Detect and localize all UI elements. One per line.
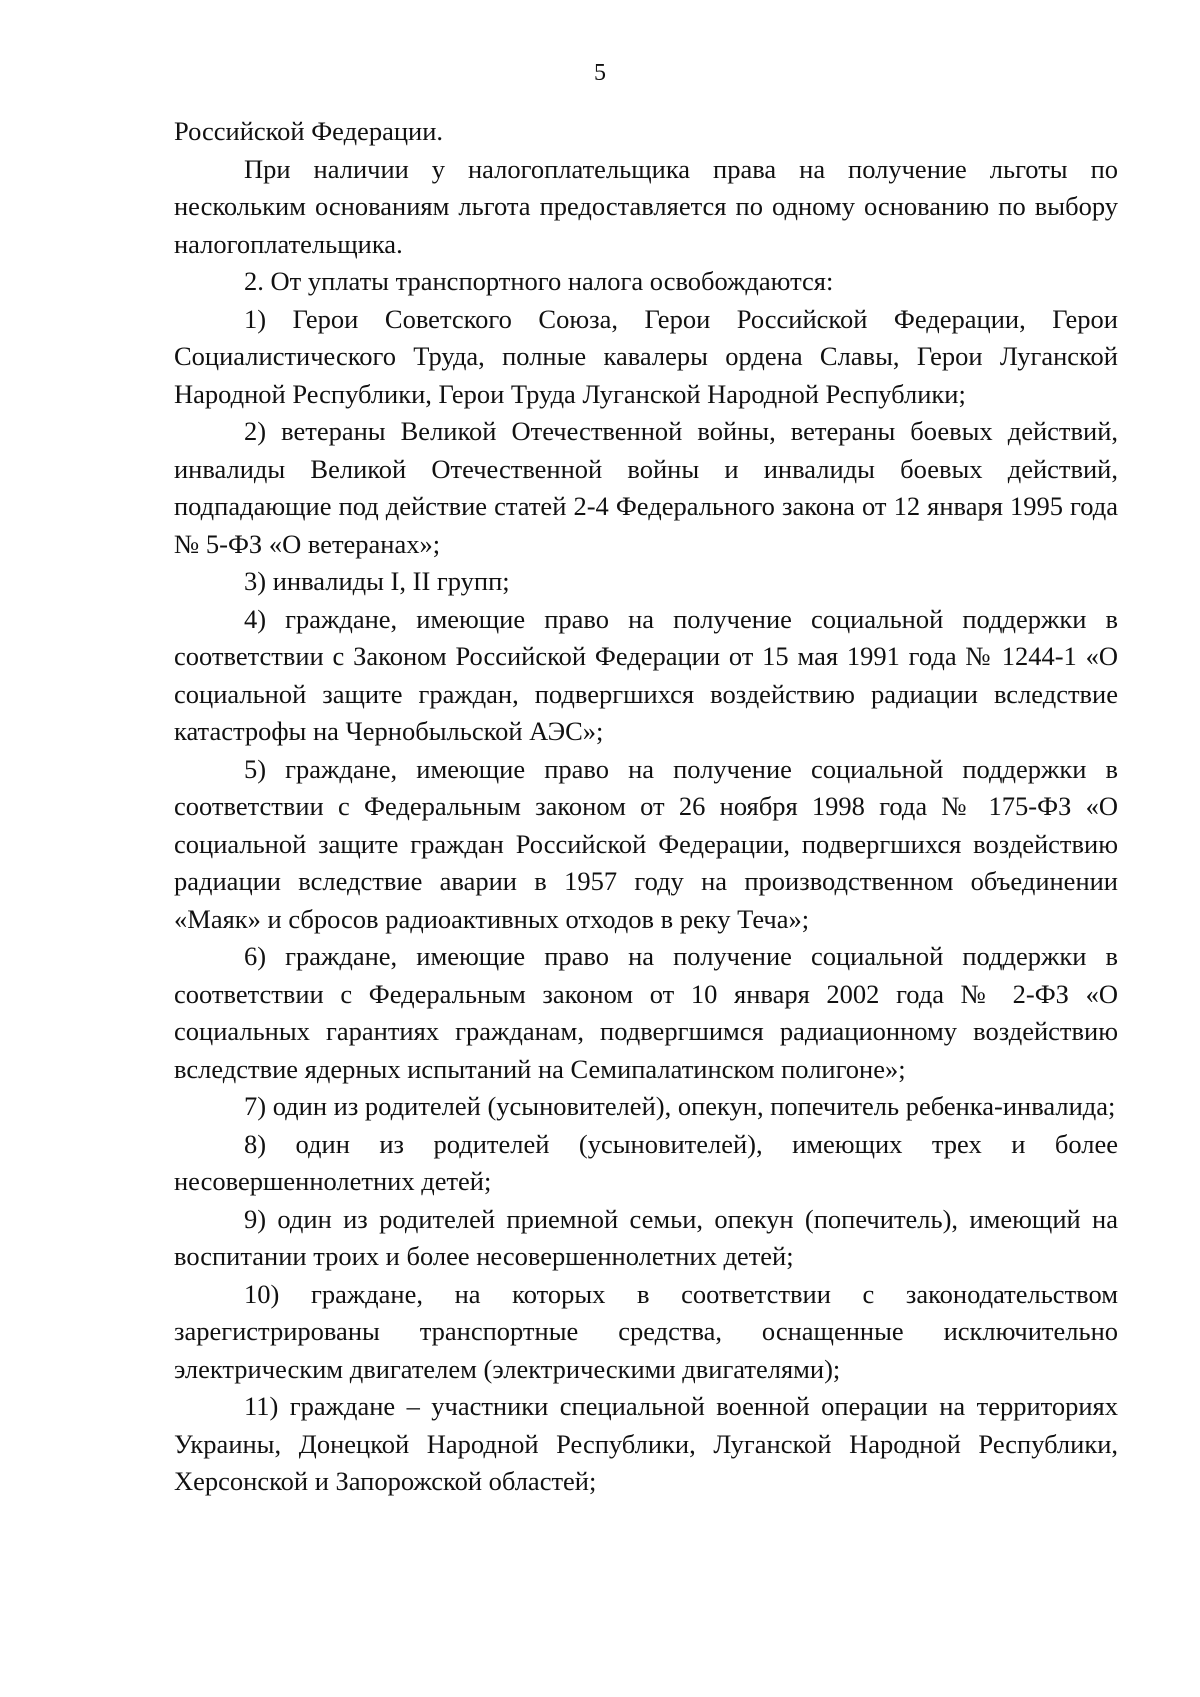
document-body <box>174 113 1118 1501</box>
list-item-5: 5) граждане, имеющие право на получение социальной поддержки в соответствии с Федеральным законом от 26 ноября 1998 года № 175-ФЗ «О социальной защите граждан Российской Федерации, подвергшихся воздействию радиации вследствие аварии в 1957 году на производственном объединении «Маяк» и сбросов радиоактивных отходов в реку Теча»; <box>174 753 1118 934</box>
list-item-11: 11) граждане – участники специальной военной операции на территориях Украины, Донецкой Народной Республики, Луганской Народной Республики, Херсонской и Запорожской областей; <box>174 1391 1118 1496</box>
list-item-1: 1) Герои Советского Союза, Герои Российской Федерации, Герои Социалистического Труда, полные кавалеры ордена Славы, Герои Луганской Народной Республики, Герои Труда Луганской Народной Республики; <box>174 303 1118 409</box>
paragraph-multiple-grounds: При наличии у налогоплательщика права на получение льготы по нескольким основаниям льгота предоставляется по одному основанию по выбору налогоплательщика. <box>174 153 1118 259</box>
list-item-7: 7) один из родителей (усыновителей), опекун, попечитель ребенка-инвалида; <box>244 1091 1116 1121</box>
list-item-9: 9) один из родителей приемной семьи, опекун (попечитель), имеющий на воспитании троих и более несовершеннолетних детей; <box>174 1203 1118 1271</box>
page-number: 5 <box>594 60 606 86</box>
list-item-10: 10) граждане, на которых в соответствии с законодательством зарегистрированы транспортные средства, оснащенные исключительно электрическим двигателем (электрическими двигателями); <box>174 1278 1118 1384</box>
list-item-8: 8) один из родителей (усыновителей), имеющих трех и более несовершеннолетних детей; <box>174 1128 1118 1196</box>
paragraph-exemption-heading: 2. От уплаты транспортного налога освобождаются: <box>244 266 834 296</box>
paragraph-continuation: Российской Федерации. <box>174 116 443 146</box>
list-item-4: 4) граждане, имеющие право на получение социальной поддержки в соответствии с Законом Российской Федерации от 15 мая 1991 года № 1244-1 «О социальной защите граждан, подвергшихся воздействию радиации вследствие катастрофы на Чернобыльской АЭС»; <box>174 603 1118 746</box>
list-item-3: 3) инвалиды I, II групп; <box>244 566 510 596</box>
list-item-6: 6) граждане, имеющие право на получение социальной поддержки в соответствии с Федеральным законом от 10 января 2002 года № 2-ФЗ «О социальных гарантиях гражданам, подвергшимся радиационному воздействию вследствие ядерных испытаний на Семипалатинском полигоне»; <box>174 941 1118 1084</box>
list-item-2: 2) ветераны Великой Отечественной войны, ветераны боевых действий, инвалиды Великой Отечественной войны и инвалиды боевых действий, подпадающие под действие статей 2-4 Федерального закона от 12 января 1995 года № 5-ФЗ «О ветеранах»; <box>174 416 1118 559</box>
